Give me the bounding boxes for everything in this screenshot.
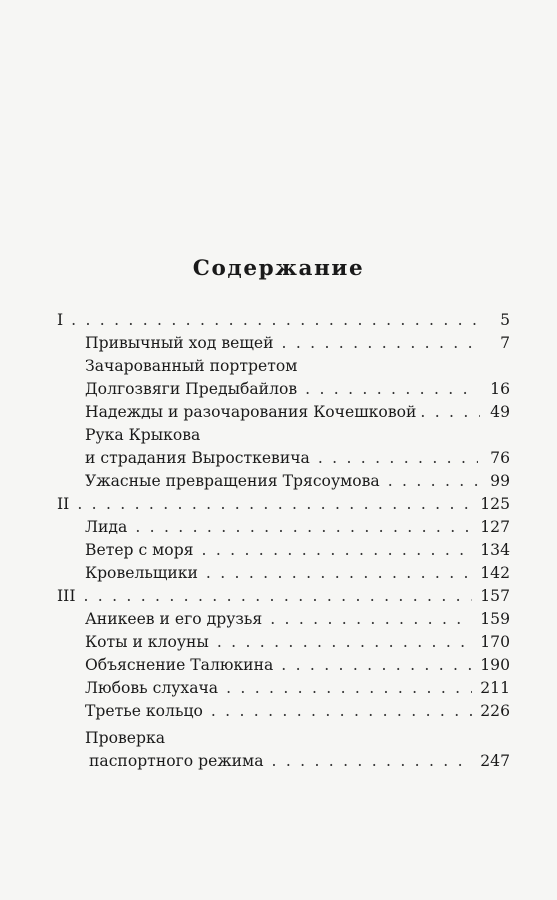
toc-chapter-first-line — [85, 355, 510, 377]
toc-chapter-first-line — [85, 424, 510, 446]
dot-leader — [281, 654, 472, 676]
toc-part-2 — [57, 493, 510, 515]
dot-leader — [388, 470, 478, 492]
toc-page-number: 5 — [500, 311, 510, 329]
toc-chapter — [85, 677, 510, 699]
toc-chapter — [85, 700, 510, 722]
dot-leader — [135, 516, 472, 538]
toc-part-1 — [57, 309, 510, 331]
toc-page-number: 49 — [490, 403, 510, 421]
toc-chapter-title: Любовь слухача — [85, 679, 219, 697]
toc-page-number: 127 — [480, 518, 510, 536]
toc-part-title: III — [57, 587, 76, 605]
toc-chapter-first-line — [85, 727, 510, 749]
toc-page-number: 134 — [480, 541, 510, 559]
toc-chapter — [85, 447, 510, 469]
toc-chapter-title: паспортного режима — [89, 752, 264, 770]
toc-chapter-title: Ужасные превращения Трясоумова — [85, 472, 380, 490]
dot-leader — [282, 332, 479, 354]
toc-page-number: 16 — [490, 380, 510, 398]
toc-page-number: 125 — [480, 495, 510, 513]
toc-page-number: 190 — [480, 656, 510, 674]
toc-chapter-title: Коты и клоуны — [85, 633, 209, 651]
dot-leader — [420, 401, 480, 423]
toc-chapter — [85, 516, 510, 538]
toc-page-number: 170 — [480, 633, 510, 651]
toc-page-number: 76 — [490, 449, 510, 467]
dot-leader — [226, 677, 472, 699]
toc-chapter — [85, 378, 510, 400]
dot-leader — [77, 493, 472, 515]
dot-leader — [270, 608, 472, 630]
toc-page-number: 157 — [480, 587, 510, 605]
toc-part-title: II — [57, 495, 70, 513]
toc-chapter — [89, 750, 510, 772]
toc-chapter — [85, 332, 510, 354]
dot-leader — [272, 750, 473, 772]
toc-chapter — [85, 470, 510, 492]
toc-chapter-title: и страдания Выросткевича — [85, 449, 310, 467]
toc-part-3 — [57, 585, 510, 607]
toc-chapter-title: Аникеев и его друзья — [85, 610, 263, 628]
dot-leader — [202, 539, 473, 561]
toc-part-title: I — [57, 311, 64, 329]
toc-page-number: 226 — [480, 702, 510, 720]
dot-leader — [211, 700, 472, 722]
toc-chapter-title: Долгозвяги Предыбайлов — [85, 380, 298, 398]
toc-page-number: 247 — [480, 752, 510, 770]
toc-chapter — [85, 654, 510, 676]
dot-leader — [305, 378, 478, 400]
toc-chapter-title: Надежды и разочарования Кочешковой — [85, 403, 417, 421]
toc-title: Содержание — [192, 256, 365, 281]
toc-chapter — [85, 631, 510, 653]
toc-page-number: 7 — [500, 334, 510, 352]
dot-leader — [318, 447, 478, 469]
toc-chapter-title: Кровельщики — [85, 564, 198, 582]
toc-page-number: 142 — [480, 564, 510, 582]
toc-page-number: 99 — [490, 472, 510, 490]
dot-leader — [83, 585, 472, 607]
toc-page-number: 159 — [480, 610, 510, 628]
toc-chapter-title: Зачарованный портретом — [85, 357, 298, 375]
toc-chapter-title: Лида — [85, 518, 128, 536]
toc-chapter-title: Рука Крыкова — [85, 426, 201, 444]
toc-chapter — [85, 562, 510, 584]
toc-chapter — [85, 401, 510, 423]
dot-leader — [206, 562, 472, 584]
toc-chapter — [85, 539, 510, 561]
toc-page-number: 211 — [480, 679, 510, 697]
toc-chapter — [85, 608, 510, 630]
toc-chapter-title: Третье кольцо — [85, 702, 203, 720]
toc-chapter-title: Ветер с моря — [85, 541, 194, 559]
toc-chapter-title: Проверка — [85, 729, 166, 747]
dot-leader — [71, 309, 478, 331]
dot-leader — [217, 631, 472, 653]
toc-chapter-title: Привычный ход вещей — [85, 334, 274, 352]
toc-chapter-title: Объяснение Талюкина — [85, 656, 274, 674]
